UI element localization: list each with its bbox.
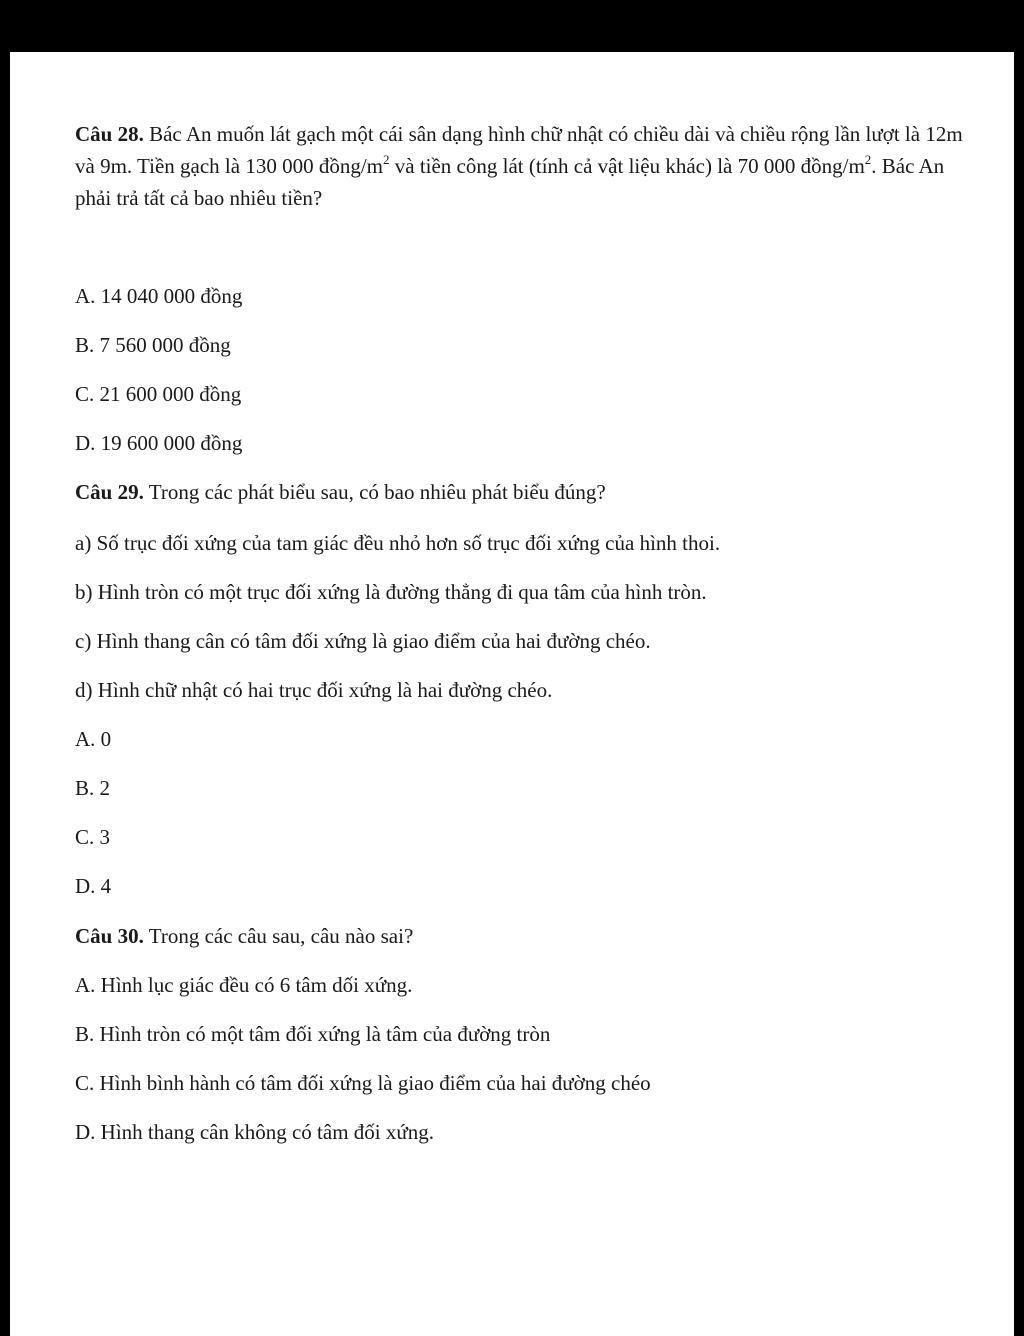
question-29-option-b: B. 2 xyxy=(75,776,111,800)
question-29-statement-b: b) Hình tròn có một trục đối xứng là đường thẳng đi qua tâm của hình tròn. xyxy=(75,580,707,604)
question-29-option-a: A. 0 xyxy=(75,727,112,751)
question-30-number: Câu 30. xyxy=(75,924,144,948)
question-28-text-part2: và tiền công lát (tính cả vật liệu khác) là 70 000 đồng/m xyxy=(389,154,865,178)
question-29-stem xyxy=(75,480,606,505)
superscript-squared: 2 xyxy=(383,152,390,167)
question-29-statement-c: c) Hình thang cân có tâm đối xứng là giao điểm của hai đường chéo. xyxy=(75,629,651,653)
question-30-option-d: D. Hình thang cân không có tâm đối xứng. xyxy=(75,1120,434,1144)
question-30-option-b: B. Hình tròn có một tâm đối xứng là tâm của đường tròn xyxy=(75,1022,551,1046)
question-29-statement-a: a) Số trục đối xứng của tam giác đều nhỏ hơn số trục đối xứng của hình thoi. xyxy=(75,531,721,555)
document-page xyxy=(10,52,1014,1336)
question-28-text-part3: . Bác An phải trả tất cả bao nhiêu tiền? xyxy=(75,154,945,210)
question-28-stem xyxy=(75,118,975,214)
question-28-option-d: D. 19 600 000 đồng xyxy=(75,431,243,455)
question-28-option-b: B. 7 560 000 đồng xyxy=(75,333,231,357)
question-30-option-c: C. Hình bình hành có tâm đối xứng là giao điểm của hai đường chéo xyxy=(75,1071,651,1095)
question-30-option-a: A. Hình lục giác đều có 6 tâm dối xứng. xyxy=(75,973,413,997)
question-28-number: Câu 28. xyxy=(75,122,144,146)
superscript-squared: 2 xyxy=(864,152,872,167)
question-29-option-d: D. 4 xyxy=(75,874,112,898)
question-28-text-part1: Bác An muốn lát gạch một cái sân dạng hình chữ nhật có chiều dài và chiều rộng lần lượt là 12m và 9m. Tiền gạch là 130 000 đồng/m xyxy=(75,122,963,178)
question-29-number: Câu 29. xyxy=(75,480,144,504)
question-28-option-a: A. 14 040 000 đồng xyxy=(75,284,243,308)
question-29-statement-d: d) Hình chữ nhật có hai trục đối xứng là hai đường chéo. xyxy=(75,678,553,702)
question-28-option-c: C. 21 600 000 đồng xyxy=(75,382,242,406)
question-29-option-c: C. 3 xyxy=(75,825,111,849)
question-30-stem xyxy=(75,924,413,949)
question-29-text: Trong các phát biểu sau, có bao nhiêu phát biểu đúng? xyxy=(143,480,606,504)
question-30-text: Trong các câu sau, câu nào sai? xyxy=(143,924,414,948)
